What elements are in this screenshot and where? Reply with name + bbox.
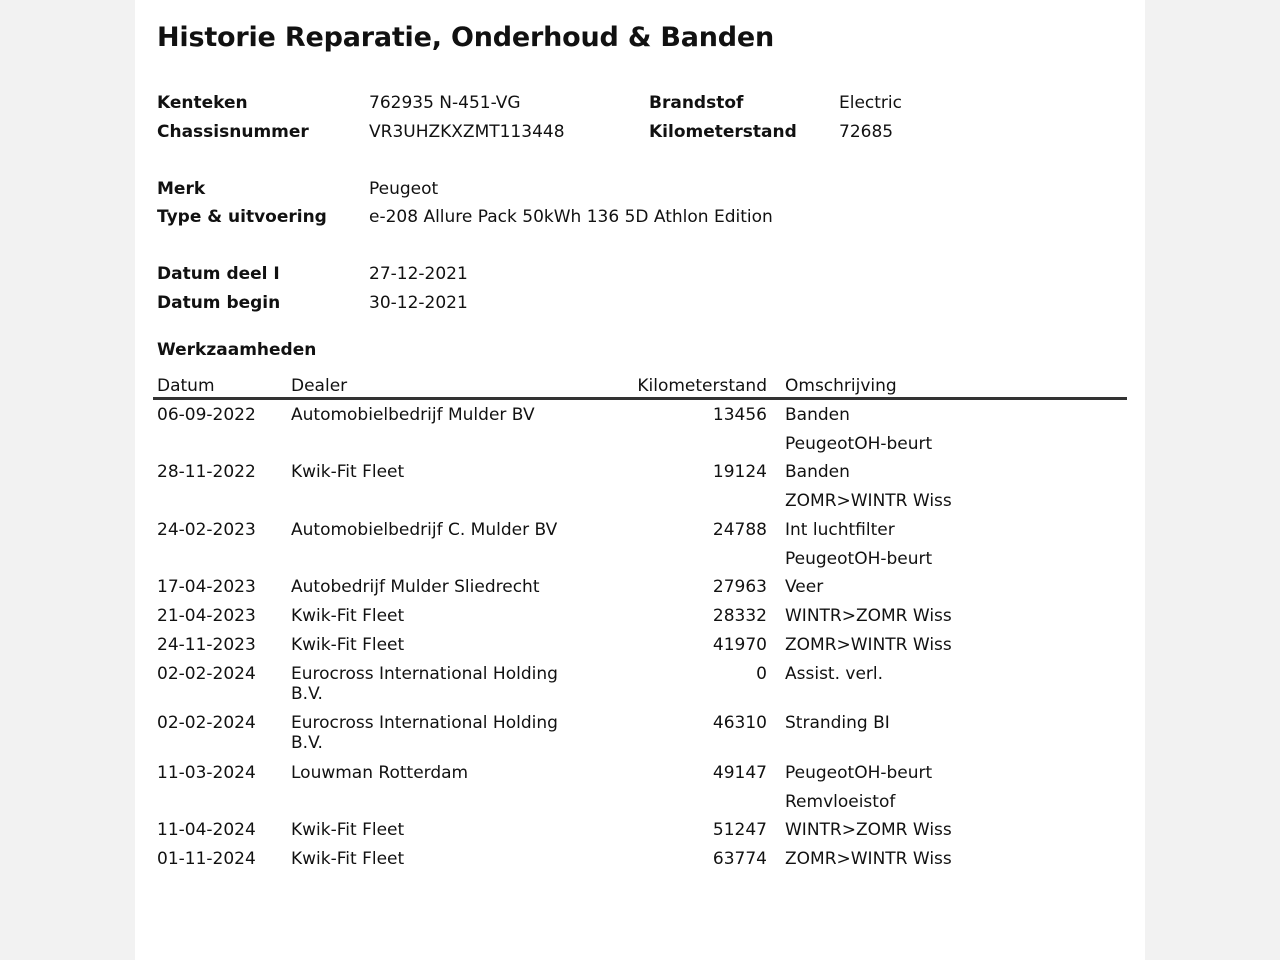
row-dealer: Eurocross International Holding B.V. [291,713,558,753]
row-omschrijving-line: Stranding BI [785,713,890,733]
kilometerstand-value: 72685 [839,122,894,142]
header-omschrijving: Omschrijving [785,376,897,396]
row-omschrijving [785,606,952,635]
row-date: 02-02-2024 [157,713,256,733]
brandstof-label: Brandstof [649,93,744,113]
datum-begin-label: Datum begin [157,293,281,313]
datum-deel-value: 27-12-2021 [369,264,468,284]
row-dealer: Kwik-Fit Fleet [291,606,405,626]
row-dealer: Kwik-Fit Fleet [291,635,405,655]
row-omschrijving-line: Banden [785,462,850,482]
datum-begin-value: 30-12-2021 [369,293,468,313]
chassis-value: VR3UHZKXZMT113448 [369,122,565,142]
header-dealer: Dealer [291,376,348,396]
kenteken-label: Kenteken [157,93,248,113]
header-divider [153,397,1127,400]
row-date: 02-02-2024 [157,664,256,684]
row-omschrijving-line: Assist. verl. [785,664,884,684]
row-dealer: Automobielbedrijf C. Mulder BV [291,520,558,540]
row-omschrijving-line: ZOMR>WINTR Wiss [785,491,952,511]
page-title: Historie Reparatie, Onderhoud & Banden [157,22,775,53]
row-omschrijving [785,577,823,606]
row-dealer: Autobedrijf Mulder Sliedrecht [291,577,540,597]
chassis-label: Chassisnummer [157,122,309,142]
section-title: Werkzaamheden [157,340,317,360]
row-omschrijving [785,849,952,878]
row-kilometerstand: 51247 [712,820,767,840]
row-dealer: Automobielbedrijf Mulder BV [291,405,535,425]
merk-label: Merk [157,179,206,199]
row-date: 01-11-2024 [157,849,256,869]
row-kilometerstand: 13456 [712,405,767,425]
row-dealer: Kwik-Fit Fleet [291,820,405,840]
row-date: 11-04-2024 [157,820,256,840]
row-omschrijving-line: Remvloeistof [785,792,896,812]
row-kilometerstand: 0 [756,664,767,684]
merk-value: Peugeot [369,179,439,199]
row-kilometerstand: 41970 [712,635,767,655]
row-omschrijving [785,520,932,578]
row-date: 21-04-2023 [157,606,256,626]
row-kilometerstand: 28332 [712,606,767,626]
row-omschrijving [785,635,952,664]
row-omschrijving-line: ZOMR>WINTR Wiss [785,849,952,869]
row-kilometerstand: 24788 [712,520,767,540]
row-kilometerstand: 27963 [712,577,767,597]
datum-deel-label: Datum deel I [157,264,280,284]
header-kilometerstand: Kilometerstand [637,376,767,396]
row-omschrijving [785,462,952,520]
row-omschrijving [785,664,883,693]
row-kilometerstand: 46310 [712,713,767,733]
row-dealer: Kwik-Fit Fleet [291,849,405,869]
row-kilometerstand: 19124 [712,462,767,482]
row-omschrijving [785,820,952,849]
document-page [135,0,1145,960]
row-dealer: Kwik-Fit Fleet [291,462,405,482]
kenteken-value: 762935 N-451-VG [369,93,521,113]
row-omschrijving-line: Banden [785,405,850,425]
row-omschrijving-line: ZOMR>WINTR Wiss [785,635,952,655]
row-date: 06-09-2022 [157,405,256,425]
row-omschrijving [785,763,932,821]
brandstof-value: Electric [839,93,902,113]
row-kilometerstand: 49147 [712,763,767,783]
row-omschrijving-line: PeugeotOH-beurt [785,434,933,454]
row-omschrijving [785,405,932,463]
row-omschrijving-line: WINTR>ZOMR Wiss [785,606,952,626]
row-date: 17-04-2023 [157,577,256,597]
header-datum: Datum [157,376,215,396]
row-omschrijving-line: Veer [785,577,824,597]
row-omschrijving-line: PeugeotOH-beurt [785,763,933,783]
type-label: Type & uitvoering [157,207,327,227]
kilometerstand-label: Kilometerstand [649,122,797,142]
row-date: 24-11-2023 [157,635,256,655]
row-date: 11-03-2024 [157,763,256,783]
row-dealer: Louwman Rotterdam [291,763,469,783]
row-omschrijving-line: Int luchtfilter [785,520,895,540]
row-omschrijving [785,713,890,742]
row-date: 28-11-2022 [157,462,256,482]
row-dealer: Eurocross International Holding B.V. [291,664,558,704]
row-omschrijving-line: WINTR>ZOMR Wiss [785,820,952,840]
type-value: e-208 Allure Pack 50kWh 136 5D Athlon Edition [369,207,773,227]
row-kilometerstand: 63774 [712,849,767,869]
row-date: 24-02-2023 [157,520,256,540]
row-omschrijving-line: PeugeotOH-beurt [785,549,933,569]
